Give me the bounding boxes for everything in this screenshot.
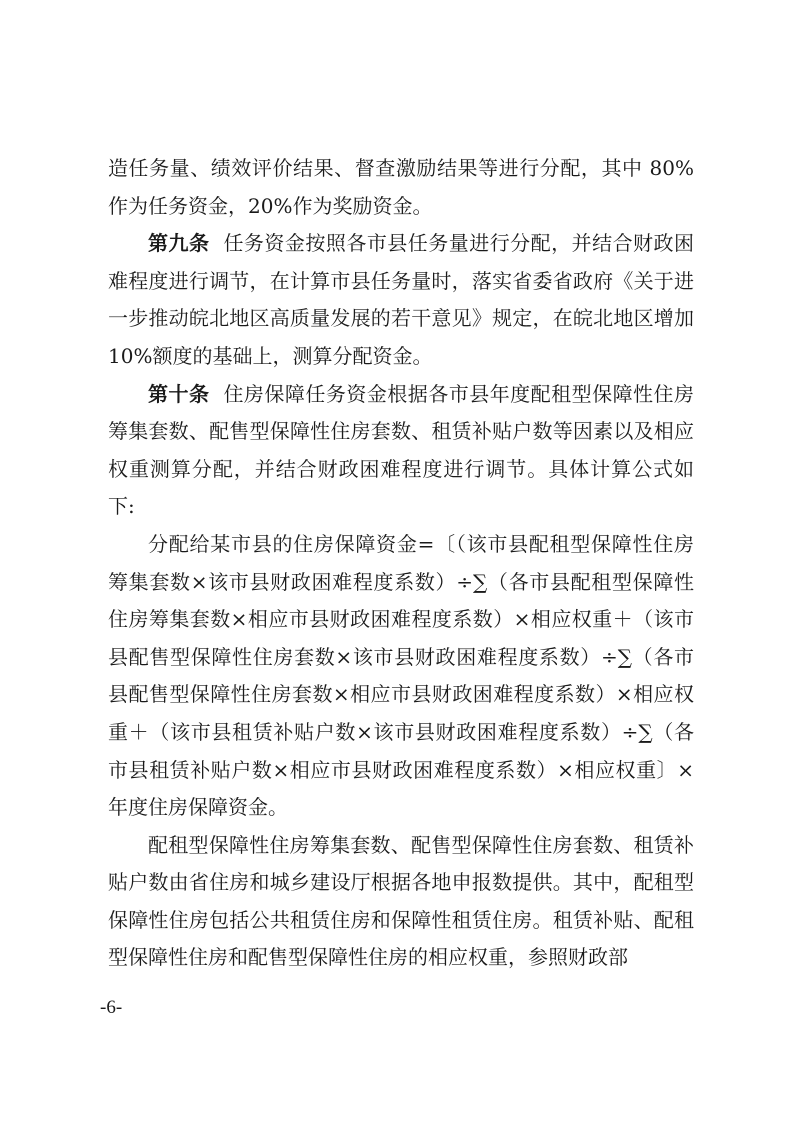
data-source-text: 配租型保障性住房筹集套数、配售型保障性住房套数、租赁补贴户数由省住房和城乡建设厅根据各地申报数提供。其中，配租型保障性住房包括公共租赁住房和保障性租赁住房。租赁补贴、配租型保障性住房和配售型保障性住房的相应权重，参照财政部 <box>108 832 694 970</box>
article-10-text: 住房保障任务资金根据各市县年度配租型保障性住房筹集套数、配售型保障性住房套数、租赁补贴户数等因素以及相应权重测算分配，并结合财政困难程度进行调节。具体计算公式如下: <box>108 381 695 519</box>
data-source-paragraph <box>108 827 694 977</box>
formula-paragraph <box>108 526 694 827</box>
article-9-paragraph <box>108 225 694 375</box>
page-number: -6- <box>100 997 123 1018</box>
article-9-text: 任务资金按照各市县任务量进行分配，并结合财政困难程度进行调节，在计算市县任务量时，落实省委省政府《关于进一步推动皖北地区高质量发展的若干意见》规定，在皖北地区增加 10%额度的基础上，测算分配资金。 <box>108 231 695 368</box>
paragraph-text: 造任务量、绩效评价结果、督查激励结果等进行分配，其中 80%作为任务资金，20%作为奖励资金。 <box>108 156 694 218</box>
paragraph-continuation <box>108 150 694 225</box>
article-9-heading: 第九条 <box>148 231 210 256</box>
article-10-heading: 第十条 <box>148 381 210 406</box>
body-text <box>108 150 694 977</box>
article-10-paragraph <box>108 376 694 526</box>
formula-text: 分配给某市县的住房保障资金=〔（该市县配租型保障性住房筹集套数×该市县财政困难程度系数）÷∑（各市县配租型保障性住房筹集套数×相应市县财政困难程度系数）×相应权重＋（该市县配售型保障性住房套数×该市县财政困难程度系数）÷∑（各市县配售型保障性住房套数×相应市县财政困难程度系数）×相应权重＋（该市县租赁补贴户数×该市县财政困难程度系数）÷∑（各市县租赁补贴户数×相应市县财政困难程度系数）×相应权重〕×年度住房保障资金。 <box>108 531 694 820</box>
